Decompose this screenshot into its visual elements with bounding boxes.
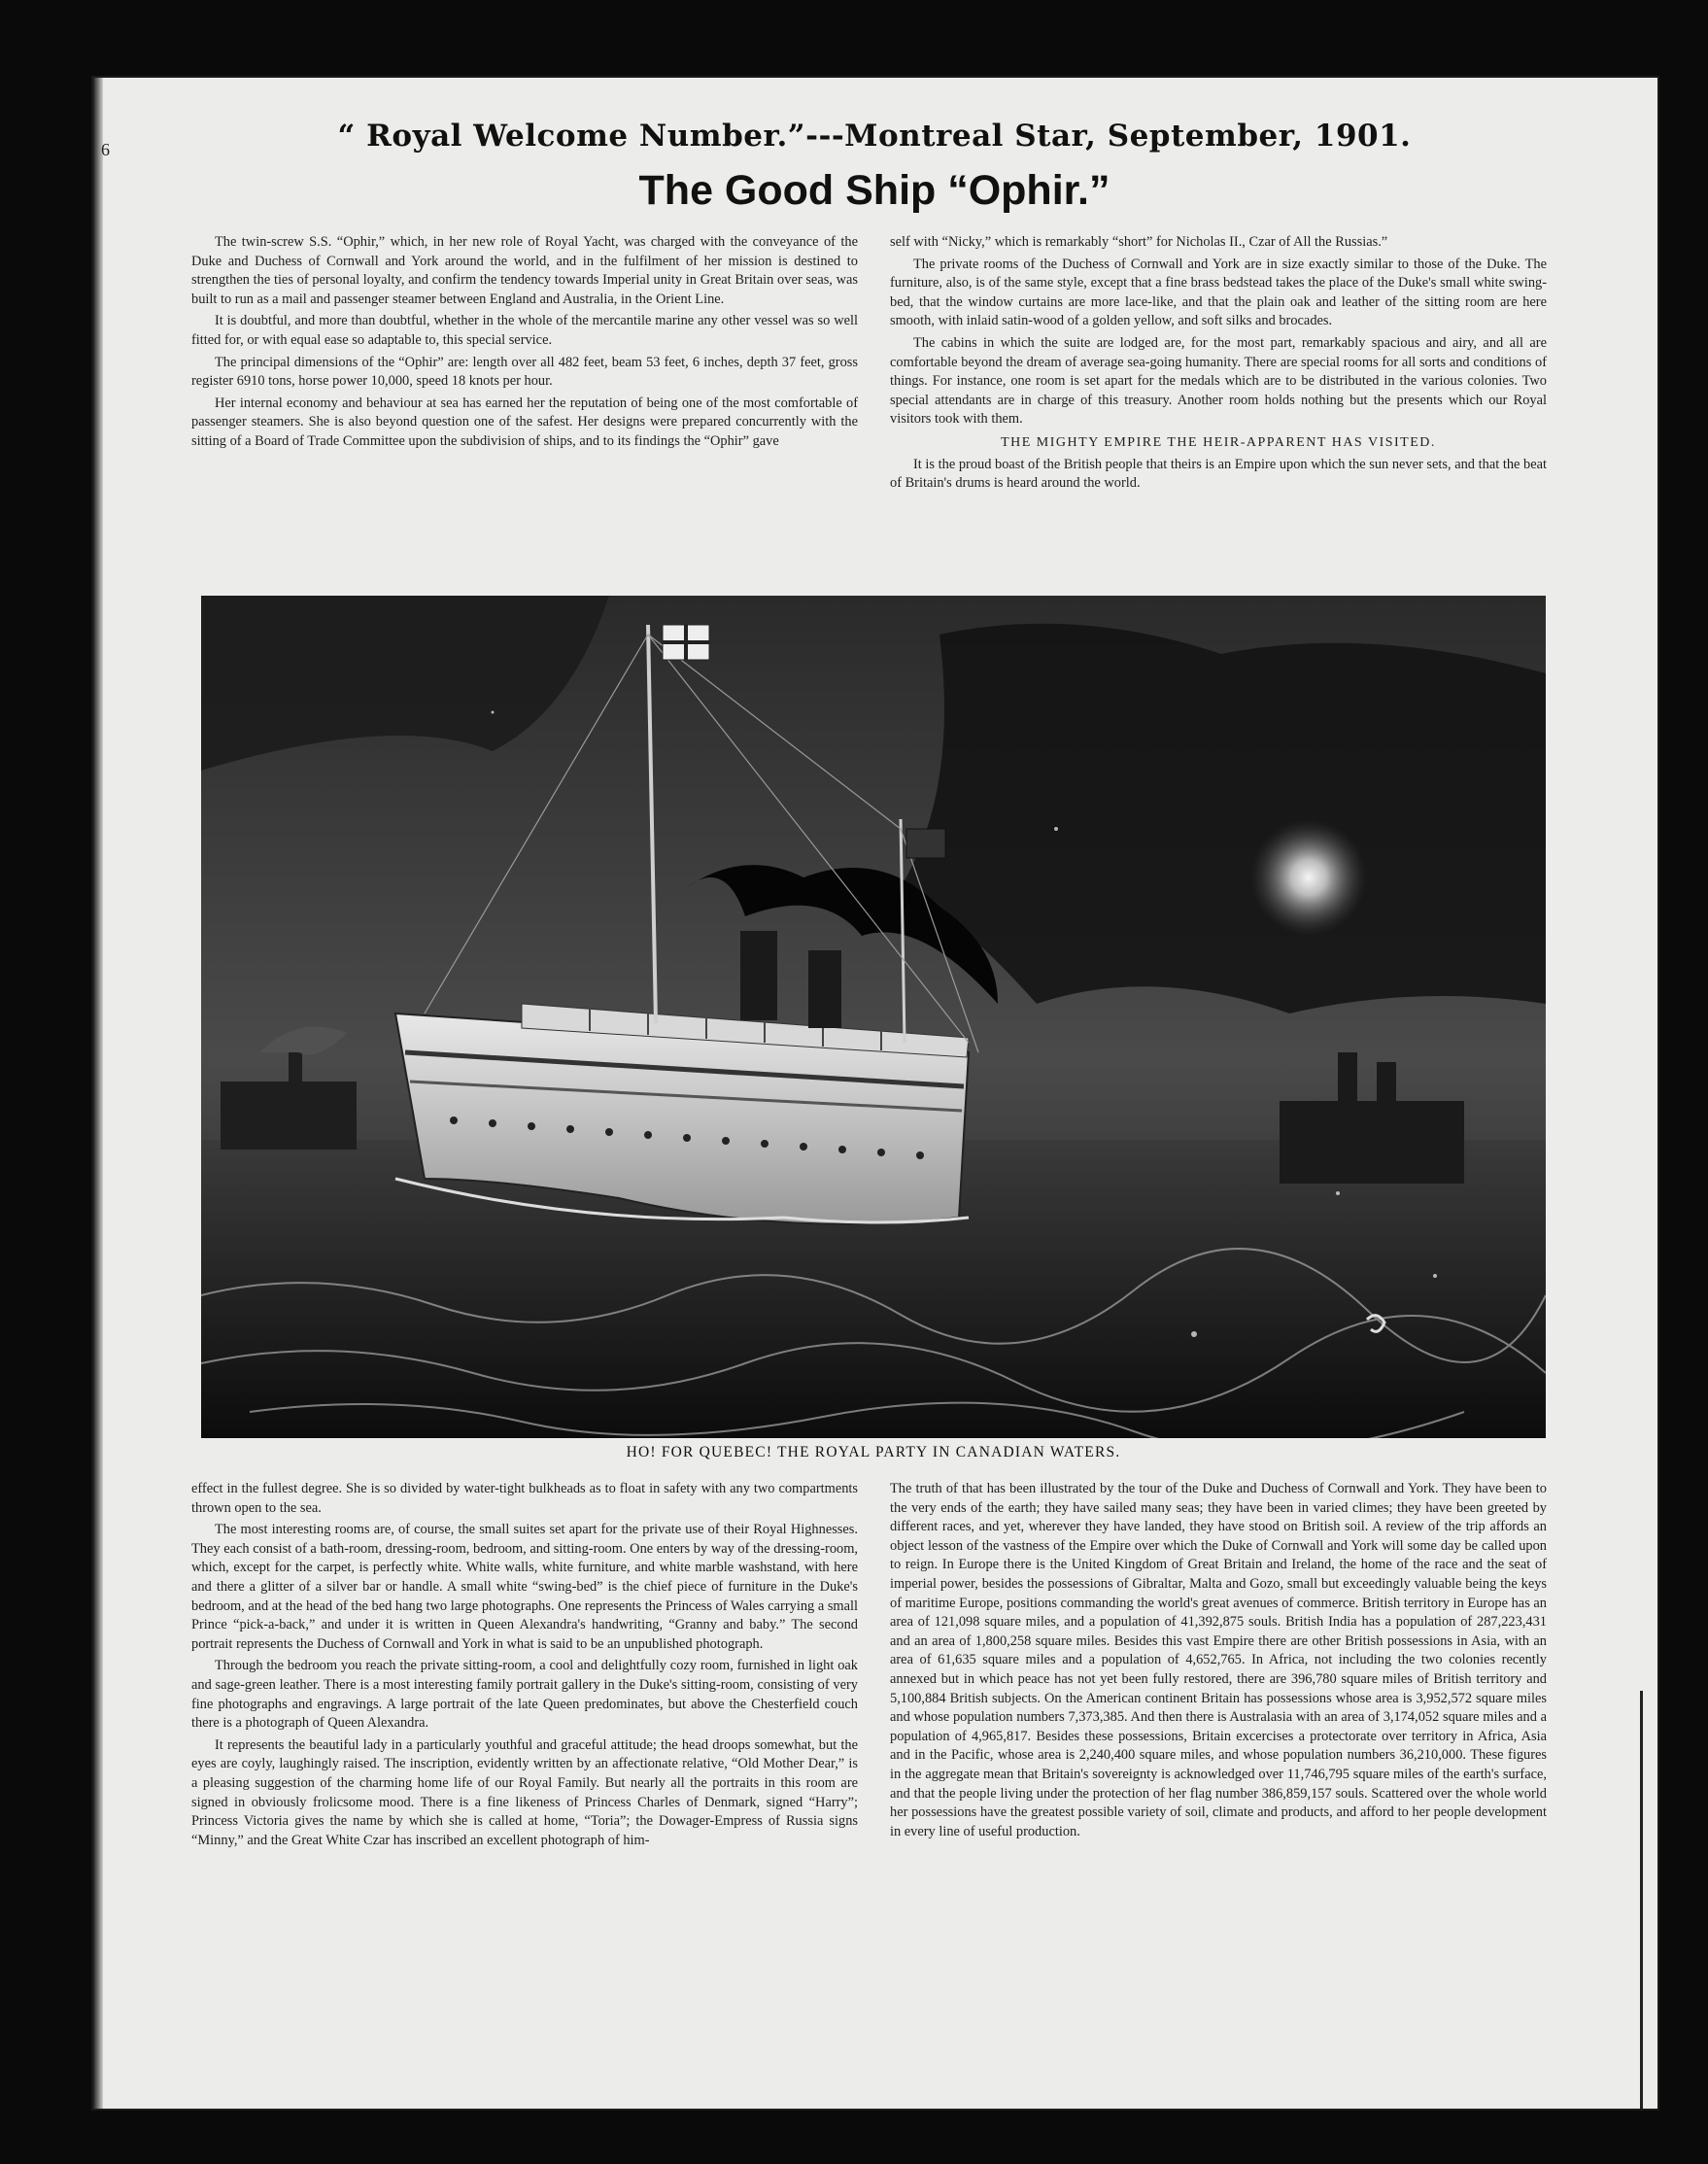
paragraph: The principal dimensions of the “Ophir” are: length over all 482 feet, beam 53 feet, 6 inches, depth 37 feet, gross register 6910 tons, horse power 10,000, speed 18 knots per hour. [191, 354, 858, 390]
right-column-rule [1640, 1691, 1643, 2109]
article-title: The Good Ship “Ophir.” [638, 167, 1110, 214]
ship-engraving [201, 596, 1546, 1438]
paragraph: effect in the fullest degree. She is so divided by water-tight bulkheads as to float in safety with any two compartments thrown open to the sea. [191, 1481, 858, 1516]
paragraph: It is doubtful, and more than doubtful, whether in the whole of the mercantile marine any other vessel was so well fitted for, or with equal ease so adaptable to, this special service. [191, 313, 858, 348]
paragraph: It is the proud boast of the British people that theirs is an Empire upon which the sun never sets, and that the beat of Britain's drums is heard around the world. [890, 456, 1547, 492]
paragraph: The twin-screw S.S. “Ophir,” which, in her new role of Royal Yacht, was charged with the conveyance of the Duke and Duchess of Cornwall and York around the world, and in the fulfilment of her mission is destined to strengthen the ties of personal loyalty, and confirm the tendency towards Imperial unity in Great Britain over seas, was built to run as a mail and passenger steamer between England and Australia, in the Orient Line. [191, 234, 858, 307]
paragraph: The private rooms of the Duchess of Cornwall and York are in size exactly similar to those of the Duke. The furniture, also, is of the same style, except that a fine brass bedstead takes the place of the Duke's small white swing-bed, that the window curtains are more lace-like, and that the plain oak and leather of the sitting room are here smooth, with inlaid satin-wood of a golden yellow, and soft silks and brocades. [890, 256, 1547, 329]
column-c [191, 1480, 858, 1853]
paragraph: The truth of that has been illustrated by the tour of the Duke and Duchess of Cornwall and York. They have been to the very ends of the earth; they have sailed many seas; they have been in varied climes; they have been greeted by different races, and yet, wherever they have landed, they have stood on British soil. A review of the trip affords an object lesson of the vastness of the Empire over which the Duke of Cornwall and York will some day be called upon to reign. In Europe there is the United Kingdom of Great Britain and Ireland, the home of the race and the seat of imperial power, besides the possessions of Gibraltar, Malta and Gozo, small but exceedingly valuable being the keys of maritime Europe, positions commanding the world's great avenues of commerce. British territory in Europe has an area of 121,098 square miles, and a population of 41,392,875 souls. British India has a population of 287,223,431 and an area of 1,800,258 square miles. Besides this vast Empire there are other British possessions in Asia, with an area of 61,635 square miles and a population of 4,652,765. In Africa, not including the two colonies recently annexed but in which peace has not yet been fully restored, there are 396,780 square miles of British territory and 5,100,884 British subjects. On the American continent Britain has possessions whose area is 3,952,572 square miles and whose population numbers 7,373,385. And then there is Australasia with an area of 3,174,052 square miles and a population of 4,965,817. Besides these possessions, Britain excercises a protectorate over territory in Africa, Asia and in the Pacific, whose area is 2,240,400 square miles, and whose population numbers 36,210,000. These figures in the aggregate mean that Britain's sovereignty is acknowledged over 11,746,795 square miles of the earth's surface, and that the people living under the protection of her flag number 386,859,157 souls. Scattered over the whole world her possessions have the greatest possible variety of soil, climate and products, and afford to her people development in every line of useful production. [890, 1481, 1547, 1839]
ship-illustration [201, 596, 1546, 1438]
paragraph: Her internal economy and behaviour at sea has earned her the reputation of being one of the most comfortable of passenger steamers. She is also beyond question one of the safest. Her designs were prepared concurrently with the sitting of a Board of Trade Committee upon the subdivision of ships, and to its findings the “Ophir” gave [191, 395, 858, 449]
paragraph: The cabins in which the suite are lodged are, for the most part, remarkably spacious and airy, and all are comfortable beyond the dream of average sea-going humanity. There are special rooms for all sorts and conditions of things. For instance, one room is set apart for the medals which are to be distributed in the various colonies. Two special attendants are in charge of this treasury. Another room holds nothing but the presents which our Royal visitors took with them. [890, 334, 1547, 428]
page-number: 6 [101, 140, 110, 159]
page-edge-shadow [93, 78, 103, 2109]
section-subhead: THE MIGHTY EMPIRE THE HEIR-APPARENT HAS VISITED. [1001, 434, 1436, 450]
illustration-caption: HO! FOR QUEBEC! THE ROYAL PARTY IN CANADIAN WATERS. [626, 1444, 1121, 1460]
paragraph: The most interesting rooms are, of course, the small suites set apart for the private use of their Royal Highnesses. They each consist of a bath-room, dressing-room, bedroom, and sitting-room. One enters by way of the dressing-room, which, except for the carpet, is perfectly white. White walls, white furniture, and white marble washstand, with here and there a glitter of a silver bar or handle. A small white “swing-bed” is the chief piece of furniture in the Duke's bedroom, and at the head of the bed hang two large photographs. One represents the Princess of Wales carrying a small Prince “pick-a-back,” and under it is written in Queen Alexandra's handwriting, “Granny and baby.” The second portrait represents the Duchess of Cornwall and York in what is said to be an unpublished photograph. [191, 1522, 858, 1652]
column-d [890, 1480, 1547, 1844]
column-b [890, 233, 1547, 497]
column-a [191, 233, 858, 455]
masthead: “ Royal Welcome Number.”---Montreal Star, September, 1901. [337, 119, 1412, 154]
paragraph: self with “Nicky,” which is remarkably “short” for Nicholas II., Czar of All the Russias.” [890, 234, 1388, 250]
paragraph: Through the bedroom you reach the private sitting-room, a cool and delightfully cozy room, furnished in light oak and sage-green leather. There is a most interesting family portrait gallery in the Duke's sitting-room, consisting of very fine photographs and engravings. A large portrait of the late Queen predominates, but above the Chesterfield couch there is a photograph of Queen Alexandra. [191, 1658, 858, 1732]
paragraph: It represents the beautiful lady in a particularly youthful and graceful attitude; the head droops somewhat, but the eyes are coyly, laughingly raised. The inscription, evidently written by an affectionate relative, “Old Mother Dear,” is a pleasing suggestion of the charming home life of our Royal Family. But nearly all the portraits in this room are signed in obviously frolicsome mood. There is a fine likeness of Princess Charles of Denmark, signed “Harry”; Princess Victoria gives the name by which she is called at home, “Toria”; the Dowager-Empress of Russia signs “Minny,” and the Great White Czar has inscribed an excellent photograph of him- [191, 1736, 858, 1848]
